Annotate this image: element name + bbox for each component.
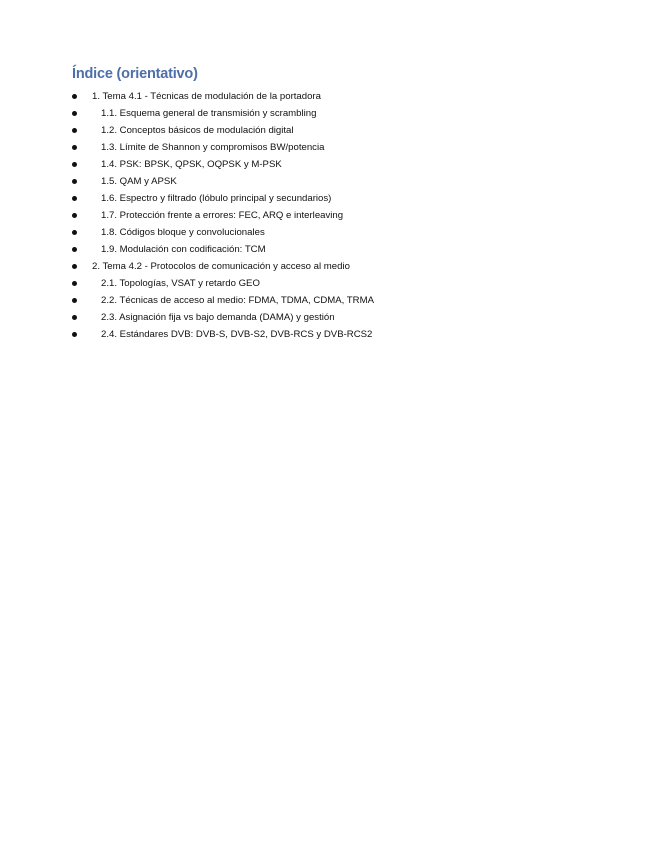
toc-subsection-item — [72, 190, 612, 207]
toc-subsection-item — [72, 275, 612, 292]
bullet-icon — [72, 332, 77, 337]
toc-item-text: 2.2. Técnicas de acceso al medio: FDMA, TDMA, CDMA, TRMA — [101, 295, 374, 306]
toc-subsection-item — [72, 326, 612, 343]
toc-item-text: 2.3. Asignación fija vs bajo demanda (DAMA) y gestión — [101, 312, 335, 323]
bullet-icon — [72, 281, 77, 286]
index-heading: Índice (orientativo) — [72, 66, 198, 82]
bullet-icon — [72, 247, 77, 252]
bullet-icon — [72, 213, 77, 218]
toc-item-text: 1.5. QAM y APSK — [101, 176, 177, 187]
toc-subsection-item — [72, 156, 612, 173]
table-of-contents — [72, 88, 612, 343]
bullet-icon — [72, 230, 77, 235]
bullet-icon — [72, 162, 77, 167]
toc-item-text: 1.6. Espectro y filtrado (lóbulo principal y secundarios) — [101, 193, 332, 204]
toc-subsection-item — [72, 292, 612, 309]
toc-section-item — [72, 88, 612, 105]
toc-subsection-item — [72, 309, 612, 326]
toc-subsection-item — [72, 139, 612, 156]
toc-item-text: 1.4. PSK: BPSK, QPSK, OQPSK y M-PSK — [101, 159, 282, 170]
toc-item-text: 2.1. Topologías, VSAT y retardo GEO — [101, 278, 260, 289]
bullet-icon — [72, 196, 77, 201]
bullet-icon — [72, 298, 77, 303]
toc-item-text: 1.8. Códigos bloque y convolucionales — [101, 227, 265, 238]
toc-item-text: 1. Tema 4.1 - Técnicas de modulación de la portadora — [92, 91, 321, 102]
bullet-icon — [72, 264, 77, 269]
toc-subsection-item — [72, 224, 612, 241]
toc-subsection-item — [72, 241, 612, 258]
toc-item-text: 1.3. Límite de Shannon y compromisos BW/potencia — [101, 142, 325, 153]
bullet-icon — [72, 128, 77, 133]
toc-section-item — [72, 258, 612, 275]
toc-item-text: 1.1. Esquema general de transmisión y scrambling — [101, 108, 317, 119]
toc-item-text: 1.2. Conceptos básicos de modulación digital — [101, 125, 294, 136]
toc-item-text: 1.9. Modulación con codificación: TCM — [101, 244, 266, 255]
bullet-icon — [72, 94, 77, 99]
bullet-icon — [72, 179, 77, 184]
toc-item-text: 2.4. Estándares DVB: DVB-S, DVB-S2, DVB-RCS y DVB-RCS2 — [101, 329, 373, 340]
toc-subsection-item — [72, 173, 612, 190]
bullet-icon — [72, 315, 77, 320]
toc-subsection-item — [72, 207, 612, 224]
bullet-icon — [72, 111, 77, 116]
toc-subsection-item — [72, 105, 612, 122]
toc-item-text: 2. Tema 4.2 - Protocolos de comunicación y acceso al medio — [92, 261, 350, 272]
toc-subsection-item — [72, 122, 612, 139]
bullet-icon — [72, 145, 77, 150]
toc-item-text: 1.7. Protección frente a errores: FEC, ARQ e interleaving — [101, 210, 344, 221]
